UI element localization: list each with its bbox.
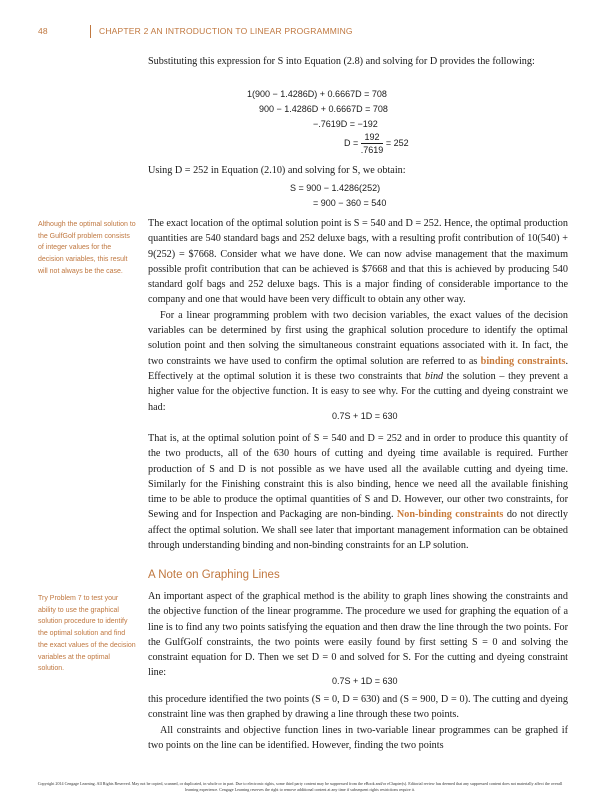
all-paragraph: All constraints and objective function lines in two-variable linear programmes can be graphed if two points on the line can be identified. However, finding the two points [148,724,568,751]
using-paragraph: Using D = 252 in Equation (2.10) and solving for S, we obtain: [148,165,406,176]
that-paragraph: That is, at the optimal solution point of S = 540 and D = 252 and in order to produce this quantity of the two products, all of the 630 hours of cutting and dyeing time available is required. Further production of S and D is not possible as we have used all the available cutting and dyeing time. Similarly for the Finishing constraint this is also binding, hence we need all the available finishing time to be able to produce the optimal quantities of S and D. However, our other two constraints, for Sewing and for Inspection and Packaging are non-binding. Non-binding constraints do not directly affect the optimal solution. We shall see later that important management information can be obtained through understanding binding and non-binding constraints for an LP solution. [148,433,568,552]
fraction [361,132,384,155]
equation-s-1: S = 900 − 1.4286(252) [290,183,381,193]
binding-constraints-term: binding constraints [480,355,566,367]
fraction-rhs: = 252 [385,137,409,148]
section-heading: A Note on Graphing Lines [148,569,280,581]
note-paragraph-block [148,589,568,681]
header-divider [90,25,91,38]
body-text-block [148,216,568,415]
constraint-equation-1: 0.7S + 1D = 630 [332,411,398,421]
page-header [38,26,560,40]
linear-paragraph: For a linear programming problem with two decision variables, the exact values of the decision variables can be determined by first using the graphical solution procedure to identify the optimal solution point and then solving the simultaneous constraint equations associated with it. In fact, the two constraints we have used to confirm the optimal solution are referred to as binding constraints. Effectively at the optimal solution it is these two constraints that bind the solution – they prevent a higher value for the objective function. It is easy to see why. For the cutting and dyeing constraint we had: [148,309,568,413]
note-paragraph: An important aspect of the graphical method is the ability to graph lines showing the constraints and the objective function of the linear programme. The procedure we used for graphing the equation of a line is to find any two points satisfying the equation and then draw the line through the two points. For the GulfGolf constraints, the two points were easily found by first setting S = 0 and solving the constraint equation for D. Then we set D = 0 and solved for S. For the cutting and dyeing constraint line: [148,591,568,679]
constraint-equation-2: 0.7S + 1D = 630 [332,676,398,686]
fraction-numerator: 192 [361,132,384,144]
that-paragraph-block [148,431,568,553]
page-number: 48 [38,26,48,36]
exact-paragraph: The exact location of the optimal solution point is S = 540 and D = 252. Hence, the optimal production quantities are 540 standard bags and 252 deluxe bags, with a resulting profit contribution of 10(540) + 9(252) = $7668. Consider what we have done. We can now advise management that the maximum possible profit contribution that can be achieved is $7668 and that this is achieved by producing 540 standard golf bags and 252 deluxe bags. This is a major finding of considerable importance to the company and one that would have been very difficult to obtain any other way. [148,218,568,306]
equation-line-1: 1(900 − 1.4286D) + 0.6667D = 708 [247,89,387,99]
equation-s-2: = 900 − 360 = 540 [313,198,387,208]
closing-block [148,692,568,753]
fraction-denominator: .7619 [360,145,384,155]
intro-paragraph: Substituting this expression for S into Equation (2.8) and solving for D provides the following: [148,56,535,67]
margin-note-problem: Try Problem 7 to test your ability to use the graphical solution procedure to identify the optimal solution and find the exact values of the decision variables at the optimal solution. [38,595,136,673]
bind-italic: bind [425,370,444,382]
non-binding-term: Non-binding constraints [396,509,504,521]
copyright-footer: Copyright 2014 Cengage Learning. All Rights Reserved. May not be copied, scanned, or duplicated, in whole or in part. Due to electronic rights, some third party content may be suppressed from the eBook and/or eChapter(s). Editorial review has deemed that any suppressed content does not materially affect the overall learning experience. Cengage Learning reserves the right to remove additional content at any time if subsequent rights restrictions require it. [37,781,563,792]
this-paragraph: this procedure identified the two points (S = 0, D = 630) and (S = 900, D = 0). The cutting and dyeing constraint line was then graphed by drawing a line through these two points. [148,694,568,721]
chapter-title: CHAPTER 2 AN INTRODUCTION TO LINEAR PROGRAMMING [99,26,353,36]
fraction-lhs: D = [344,137,359,148]
equation-line-2: 900 − 1.4286D + 0.6667D = 708 [259,104,388,114]
equation-line-3: −.7619D = −192 [313,119,378,129]
margin-note-integer: Although the optimal solution to the GulfGolf problem consists of integer values for the decision variables, this result will not always be the case. [38,221,136,275]
equation-line-4 [344,132,409,155]
